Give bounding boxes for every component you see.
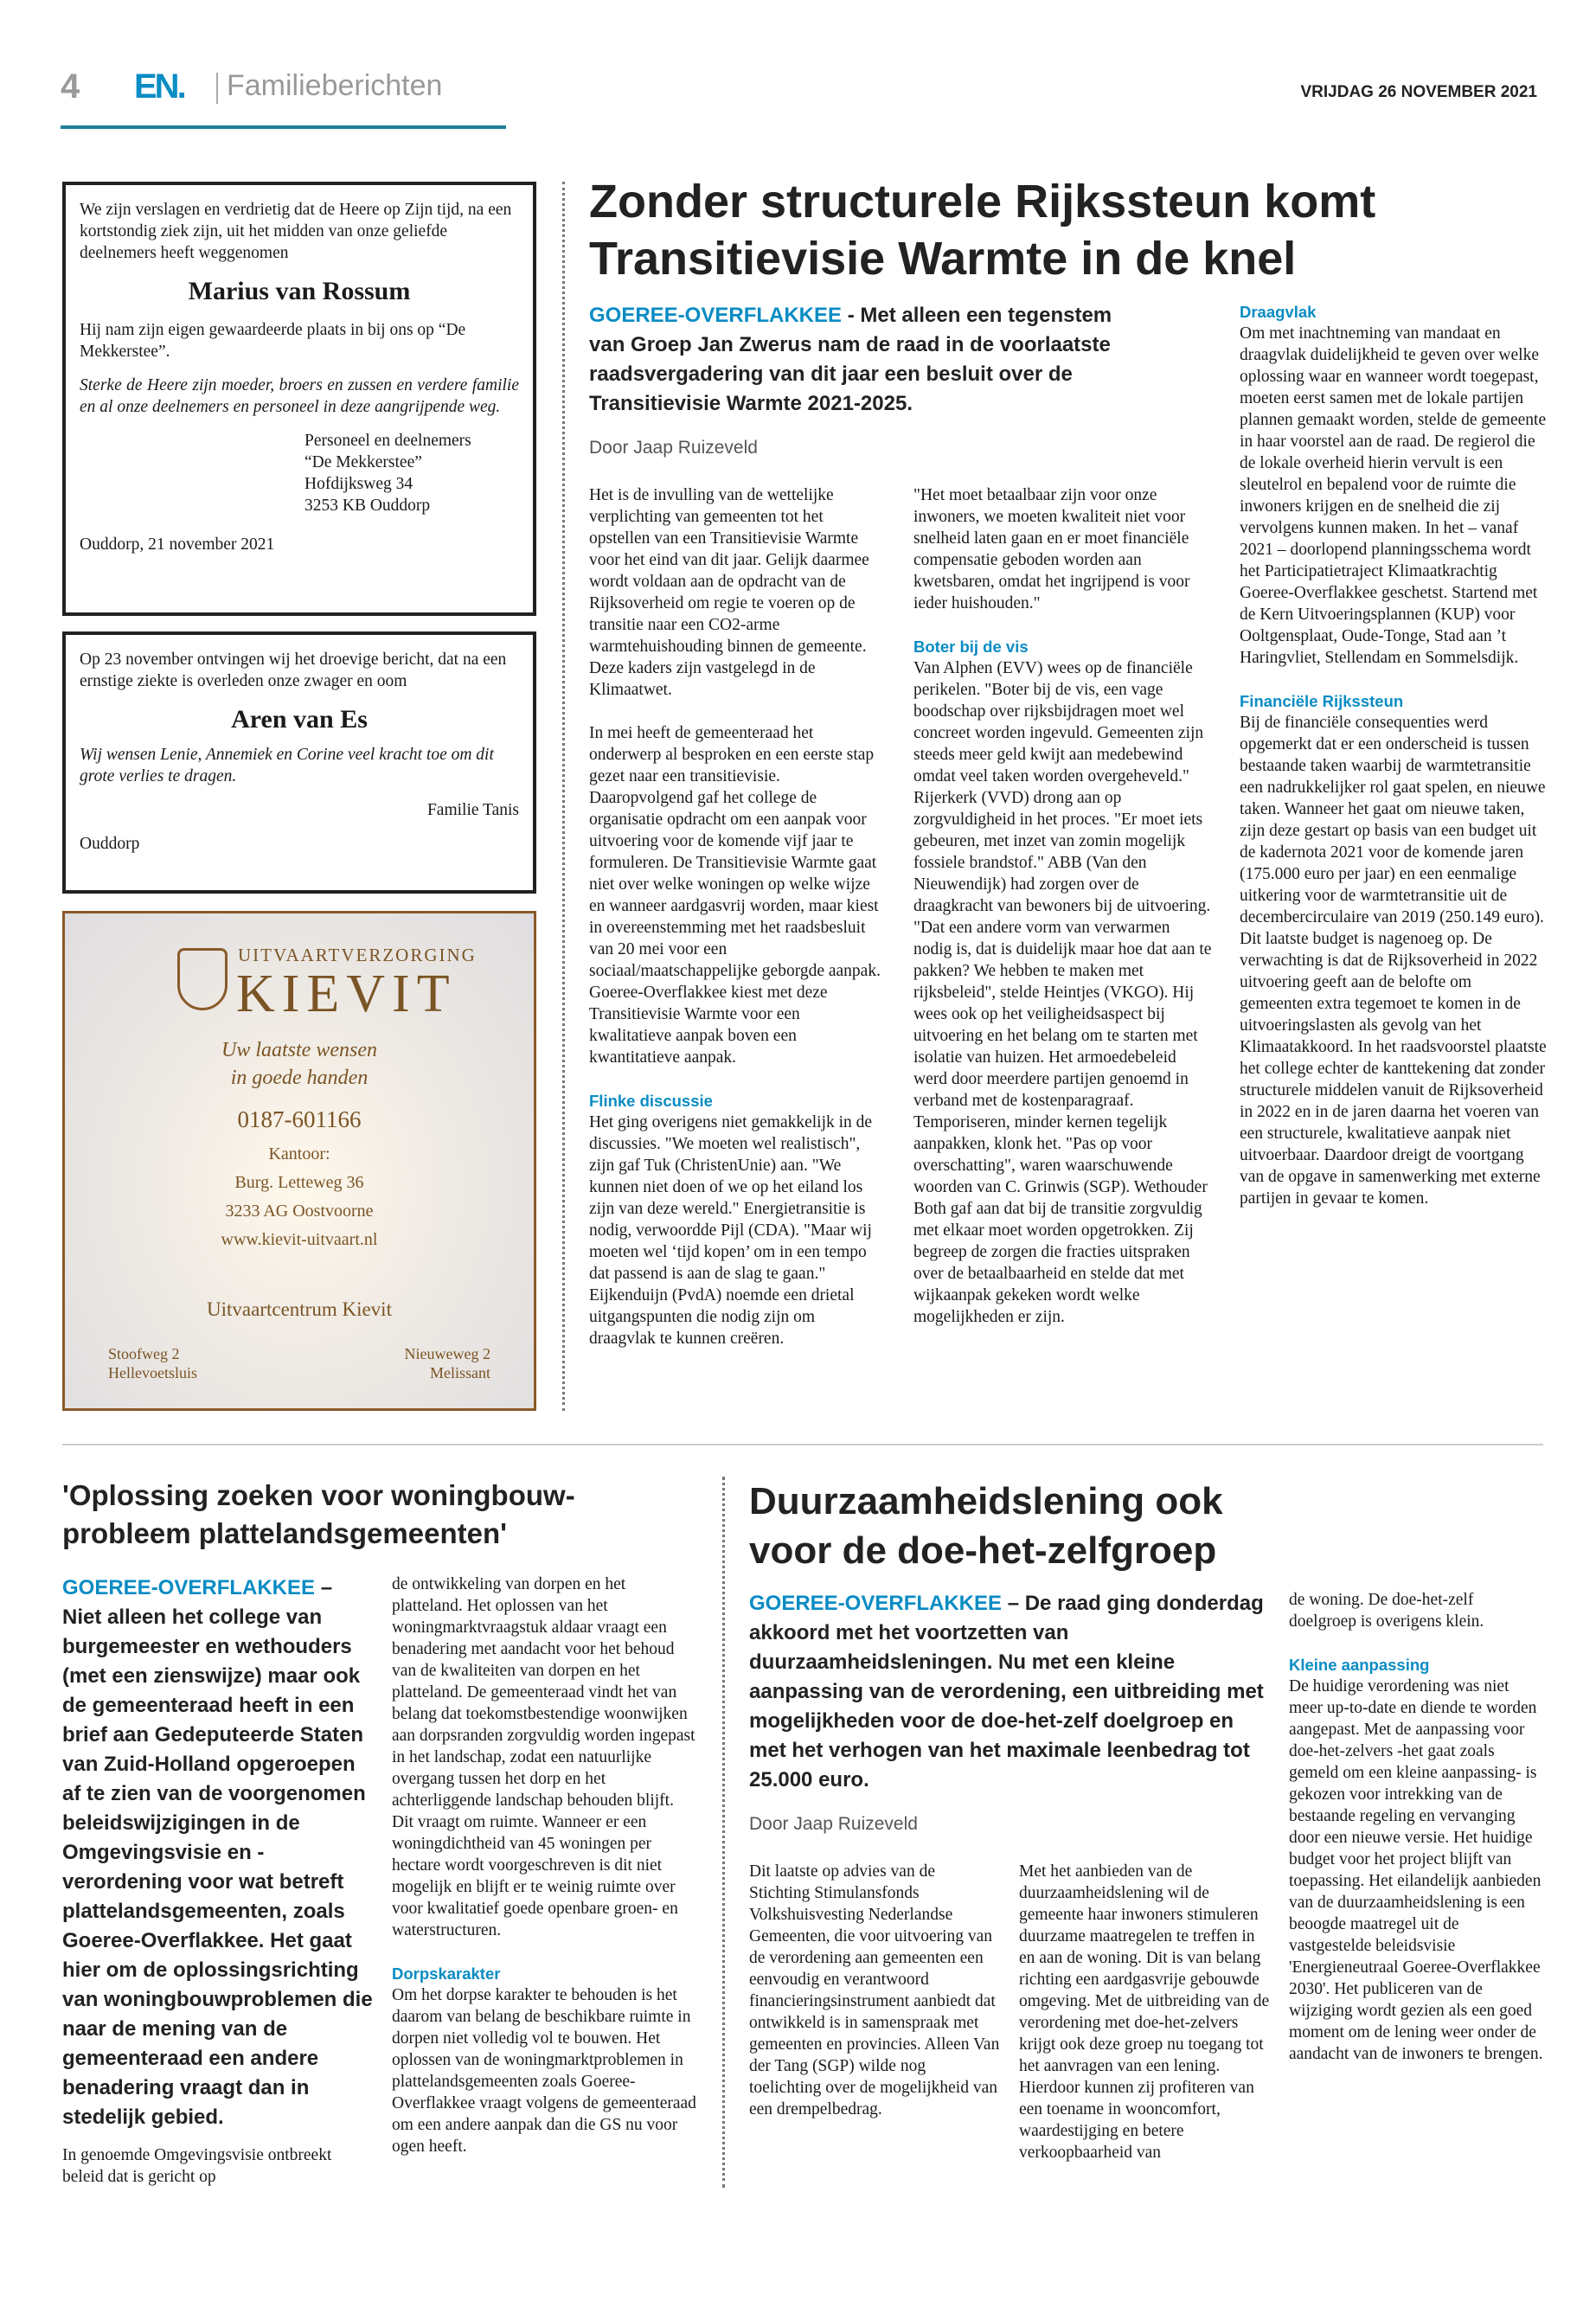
article-lead (62, 1574, 374, 2132)
death-notice (62, 631, 536, 894)
page-body (62, 173, 1547, 2240)
subheading: Dorpskarakter (392, 1965, 501, 1983)
signature-line: Hofdijksweg 34 (304, 475, 413, 493)
ad-slogan: Uw laatste wensen (221, 1039, 377, 1061)
ad-location-right (405, 1344, 490, 1382)
page-number: 4 (61, 67, 80, 106)
article-lead (749, 1589, 1268, 1795)
subheading: Flinke discussie (589, 1092, 713, 1110)
issue-date: VRIJDAG 26 NOVEMBER 2021 (1300, 83, 1537, 101)
article-body (749, 1589, 1544, 2163)
ad-location: Melissant (430, 1364, 490, 1381)
byline: Door Jaap Ruizeveld (749, 1814, 918, 1834)
notice-italic: Sterke de Heere zijn moeder, broers en zussen en verdere familie en al onze deelnemers en personeel in deze aangrijpende weg. (80, 376, 519, 416)
article-column (1289, 1589, 1544, 2065)
dateline: GOEREE-OVERFLAKKEE (589, 304, 843, 327)
article-body (589, 301, 1547, 1349)
article-column (62, 1574, 374, 2188)
headline: Duurzaamheidslening ook voor de doe-het-zelfgroep (749, 1480, 1223, 1572)
ad-location-left (108, 1344, 197, 1382)
article-columns (62, 1574, 699, 2188)
bottom-section (62, 1477, 1544, 2188)
subheading: Boter bij de vis (913, 638, 1029, 656)
newspaper-logo: EN. (134, 67, 184, 106)
ad-office-label: Kantoor: (268, 1144, 330, 1163)
ad-street: Burg. Letteweg 36 (234, 1173, 364, 1192)
article-columns (589, 484, 1212, 1349)
paragraph: Het ging overigens niet gemakkelijk in de discussies. "We moeten wel realistisch", zijn gaf Tuk (ChristenUnie) aan. "We kunnen niet doen of we op het eiland los zijn van deze wereld." Energietransitie is nodig, verwoordde Pijl (CDA). "Maar wij moeten wel ‘tijd kopen’ om in een tempo dat passend is aan de slag te gaan." Eijkenduijn (PvdA) noemde een drietal uitgangspunten die nodig zijn om draagvlak te kunnen creëren. (589, 1113, 873, 1348)
headline: 'Oplossing zoeken voor woningbouw-probleem plattelandsgemeenten' (62, 1479, 575, 1549)
paragraph: De huidige verordening was niet meer up-to-date en diende te worden aangepast. Met de aanpassing voor doe-het-zelvers -het gaat zoals gemeld om een kleine aanpassing- is gekozen voor intrekking van de bestaande regeling en vervanging door een nieuwe versie. Het huidige budget voor het project blijft van toepassing. Het eilandelijk aanbieden van de duurzaamheidslening is een beoogde maatregel uit de vastgestelde beleidsvisie 'Energieneutraal Goeree-Overflakkee 2030'. Het publiceren van de wijziging wordt gezien als een goed moment om de lening weer onder de aandacht van de inwoners te brengen. (1289, 1677, 1543, 2063)
article-column (913, 484, 1212, 1328)
signature-line: “De Mekkerstee” (304, 453, 422, 471)
section-title: Familieberichten (227, 69, 443, 102)
deceased-name: Aren van Es (231, 705, 368, 734)
article-main (589, 301, 1212, 1349)
paragraph: In mei heeft de gemeenteraad het onderwerp al besproken en een eerste stap gezet naar een transitievisie. Daaropvolgend gaf het college de organisatie opdracht om een aanpak voor uitvoering voor de komende vijf jaar te formuleren. De Transitievisie Warmte gaat niet over welke woningen op welke wijze en wanneer aardgasvrij worden, maar kiest in overeenstemming met het raadsbesluit van 20 mei voor een sociaal/maatschappelijke geborgde aanpak. Goeree-Overflakkee kiest met deze Transitievisie Warmte voor een kwalitatieve aanpak boven een kwantitatieve aanpak. (589, 724, 881, 1067)
ad-brand: KIEVIT (236, 965, 457, 1023)
ad-address-block (65, 1140, 534, 1254)
article-transitievisie (589, 173, 1547, 1349)
headline: Zonder structurele Rijkssteun komt Transitievisie Warmte in de knel (589, 176, 1376, 285)
article-woningbouw (62, 1477, 699, 2188)
column-divider (562, 182, 565, 1411)
lead-text: – De raad ging donderdag akkoord met het voortzetten van duurzaamheidsleningen. Nu met een kleine aanpassing van de verordening, een uitbreiding met mogelijkheden voor de doe-het-zelf doelgroep en met het verhogen van het maximale leenbedrag tot 25.000 euro. (749, 1592, 1264, 1791)
section-rule (62, 1444, 1543, 1445)
byline: Door Jaap Ruizeveld (589, 438, 758, 458)
dateline: GOEREE-OVERFLAKKEE (62, 1576, 316, 1599)
paragraph: Dit laatste op advies van de Stichting Stimulansfonds Volkshuisvesting Nederlandse Gemeenten, die voor uitvoering van de verordening aan gemeenten een eenvoudig en verantwoord financieringsinstrument aanbiedt dat ontwikkeld is in samenspraak met gemeenten en provincies. Alleen Van der Tang (SGP) wilde nog toelichting over de mogelijkheid van een drempelbedrag. (749, 1862, 1000, 2118)
ad-centre: Uitvaartcentrum Kievit (207, 1298, 392, 1320)
article-main (749, 1589, 1274, 2163)
header-rule (61, 125, 506, 129)
article-column (1240, 301, 1547, 1209)
paragraph: Bij de financiële consequenties werd opgemerkt dat er een onderscheid is tussen bestaande taken waarbij de warmtetransitie een nadrukkelijker rol gaat spelen, en nieuwe taken. Wanneer het gaat om nieuwe taken, zijn deze gestart op basis van een budget uit de kadernota 2021 voor de komende jaren (175.000 euro per jaar) en een eenmalige uitkering voor de warmtetransitie uit de decembercirculaire van 2019 (250.149 euro). Dit laatste budget is nagenoeg op. De verwachting is dat de Rijksoverheid in 2022 uitvoering geeft aan de belofte om gemeenten extra tegemoet te komen in de uitvoeringslasten als gevolg van het Klimaatakkoord. In het raadsvoorstel plaatste het college echter de kanttekening dat zonder structurele middelen vanuit de Rijksoverheid in 2022 en in de jaren daarna het voeren van een structurele, kwalitatieve aanpak niet uitvoerbaar. Daardoor dreigt de voortgang van de opgave in samenwerking met externe partijen in gevaar te komen. (1240, 714, 1547, 1208)
article-column (392, 1574, 699, 2157)
ad-location: Stoofweg 2 (108, 1345, 180, 1362)
signature-line: Personeel en deelnemers (304, 432, 471, 450)
ad-city: 3233 AG Oostvoorne (225, 1202, 374, 1221)
paragraph: "Het moet betaalbaar zijn voor onze inwoners, we moeten kwaliteit niet voor snelheid laten gaan en er moet financiële compensatie geboden worden aan kwetsbaren, omdat het ingrijpend is voor ieder huishouden." (913, 486, 1190, 612)
column-divider (722, 1477, 725, 2188)
paragraph: Met het aanbieden van de duurzaamheidslening wil de gemeente haar inwoners stimuleren duurzame maatregelen te treffen in en aan de woning. Dit is van belang richting een aardgasvrije gebouwde omgeving. Met de uitbreiding van de verordening met doe-het-zelvers krijgt ook deze groep nu toegang tot het aanvragen van een lening. Hierdoor kunnen zij profiteren van een toename in wooncomfort, waardestijging en betere verkoopbaarheid van (1019, 1862, 1270, 2162)
ad-website[interactable]: www.kievit-uitvaart.nl (221, 1230, 378, 1249)
family-notices (62, 182, 536, 1411)
coat-of-arms-icon (177, 948, 228, 1010)
ad-slogan: in goede handen (230, 1067, 369, 1089)
ad-subtitle: UITVAARTVERZORGING (238, 945, 477, 965)
paragraph: de ontwikkeling van dorpen en het platteland. Het oplossen van het woningmarktvraagstuk aldaar vraagt een benadering met aandacht voor het behoud van de kwaliteiten van dorpen en het platteland. De gemeenteraad vindt het van belang dat toekomstbestendige woonwijken aan dorpsranden zorgvuldig worden ingepast in het landschap, zodat een natuurlijke overgang tussen het dorp en het achterliggende landschap behouden blijft. Dit vraagt om ruimte. Wanneer er een woningdichtheid van 45 woningen per hectare wordt voorgeschreven is dit niet mogelijk en blijft er te weinig ruimte over voor kwalitatief goede openbare groen- en waterstructuren. (392, 1575, 695, 1939)
paragraph: In genoemde Omgevingsvisie ontbreekt beleid dat is gericht op (62, 2146, 332, 2186)
notice-signature (80, 430, 519, 516)
lead-text: - Met alleen een tegenstem van Groep Jan Zwerus nam de raad in de voorlaatste raadsvergadering van dit jaar een besluit over de Transitievisie Warmte 2021-2025. (589, 304, 1112, 415)
article-columns (749, 1861, 1274, 2163)
dateline: GOEREE-OVERFLAKKEE (749, 1592, 1003, 1615)
ad-phone: 0187-601166 (237, 1106, 362, 1132)
subheading: Kleine aanpassing (1289, 1656, 1430, 1674)
notice-place-date: Ouddorp, 21 november 2021 (80, 535, 275, 554)
paragraph: Om met inachtneming van mandaat en draagvlak duidelijkheid te geven over welke oplossing waar en wanneer wordt toegepast, moeten eerst samen met de lokale partijen plannen gemaakt worden, stelde de gemeente in haar voorstel aan de raad. De regierol die de lokale overheid hierin vervult is een sleutelrol en bepalend voor de ruimte die inwoners krijgen en de snelheid die zij vervolgens kunnen maken. In het – vanaf 2021 – doorlopend planningsschema wordt het Participatietraject Klimaatkrachtig Goeree-Overflakkee geschetst. Startend met de Kern Uitvoeringsplannen (KUP) voor Ooltgensplaat, Oude-Tonge, Stad aan ’t Haringvliet, Stellendam en Sommelsdijk. (1240, 324, 1547, 667)
deceased-name: Marius van Rossum (188, 277, 411, 305)
ad-location: Nieuweweg 2 (404, 1345, 490, 1362)
death-notice (62, 182, 536, 616)
top-section (62, 173, 1547, 1411)
ad-slogan-block (65, 1036, 534, 1092)
notice-text: Hij nam zijn eigen gewaardeerde plaats in bij ons op “De Mekkerstee”. (80, 321, 466, 361)
notice-intro: We zijn verslagen en verdrietig dat de Heere op Zijn tijd, na een kortstondig ziek zijn, uit het midden van onze geliefde deelnemers heeft weggenomen (80, 201, 512, 262)
funeral-advertisement (62, 911, 536, 1411)
notice-italic: Wij wensen Lenie, Annemiek en Corine veel kracht toe om dit grote verlies te dragen. (80, 746, 494, 785)
subheading: Draagvlak (1240, 303, 1317, 321)
paragraph: Om het dorpse karakter te behouden is het daarom van belang de beschikbare ruimte in dorpen niet volledig vol te bouwen. Het oplossen van de woningmarktproblemen in plattelandsgemeenten zoals Goeree-Overflakkee vraagt volgens de gemeenteraad om een andere aanpak dan die GS nu voor ogen heeft. (392, 1986, 696, 2156)
subheading: Financiële Rijkssteun (1240, 692, 1404, 710)
paragraph: Van Alphen (EVV) wees op de financiële perikelen. "Boter bij de vis, een vage boodschap over rijksbijdragen moet wel concreet worden ingevuld. Gemeenten zijn steeds meer geld kwijt aan medebewind omdat veel taken worden overgeheveld." Rijerkerk (VVD) drong aan op zorgvuldigheid in het proces. "Er moet iets gebeuren, met inzet van zomin mogelijk fossiele brandstof." ABB (Van den Nieuwendijk) had zorgen over de draagkracht van bewoners bij de uitvoering. "Dat een andere vorm van verwarmen nodig is, dat is duidelijk maar hoe dat aan te pakken? We hebben te maken met rijksbeleid", stelde Heintjes (VKGO). Hij wees ook op het veiligheidsaspect bij uitvoering en het belang om te starten met isolatie van huizen. Het armoedebeleid werd door meerdere partijen genoemd in verband met de kostenparagraaf. Temporiseren, minder kernen tegelijk aanpakken, klonk het. "Pas op voor overschatting", waren waarschuwende woorden van C. Grinwis (SGP). Wethouder Both gaf aan dat bij de transitie zorgvuldig met elkaar moet worden opgetrokken. Zij begreep de zorgen die fracties uitspraken over de betaalbaarheid en stelde dat met wijkaanpak gekeken wordt welke mogelijkheden er zijn. (913, 659, 1212, 1326)
divider (216, 73, 218, 104)
article-column (749, 1861, 1000, 2120)
paragraph: Het is de invulling van de wettelijke verplichting van gemeenten tot het opstellen van een Transitievisie Warmte voor het eind van dit jaar. Gelijk daarmee wordt voldaan aan de opdracht van de Rijksoverheid om regie te voeren op de transitie naar een CO2-arme warmtehuishouding binnen de gemeente. Deze kaders zijn vastgelegd in de Klimaatwet. (589, 486, 869, 699)
notice-intro: Op 23 november ontvingen wij het droevige bericht, dat na een ernstige ziekte is overleden onze zwager en oom (80, 651, 507, 690)
ad-location: Hellevoetsluis (108, 1364, 197, 1381)
notice-place: Ouddorp (80, 835, 140, 853)
notice-signature: Familie Tanis (426, 801, 519, 819)
paragraph: de woning. De doe-het-zelf doelgroep is overigens klein. (1289, 1591, 1484, 1631)
signature-line: 3253 KB Ouddorp (304, 497, 431, 515)
lead-text: – Niet alleen het college van burgemeester en wethouders (met een zienswijze) maar ook de gemeenteraad heeft in een brief aan Gedeputeerde Staten van Zuid-Holland opgeroepen af te zien van de voorgenomen beleidswijzigingen in de Omgevingsvisie en -verordening voor wat betreft plattelandsgemeenten, zoals Goeree-Overflakkee. Het gaat hier om de oplossingsrichting van woningbouwproblemen die naar de mening van de gemeenteraad een andere benadering vraagt dan in stedelijk gebied. (62, 1576, 373, 2129)
article-column (589, 484, 883, 1349)
article-duurzaamheidslening (749, 1477, 1544, 2163)
article-column (1019, 1861, 1274, 2163)
article-lead (589, 301, 1143, 419)
